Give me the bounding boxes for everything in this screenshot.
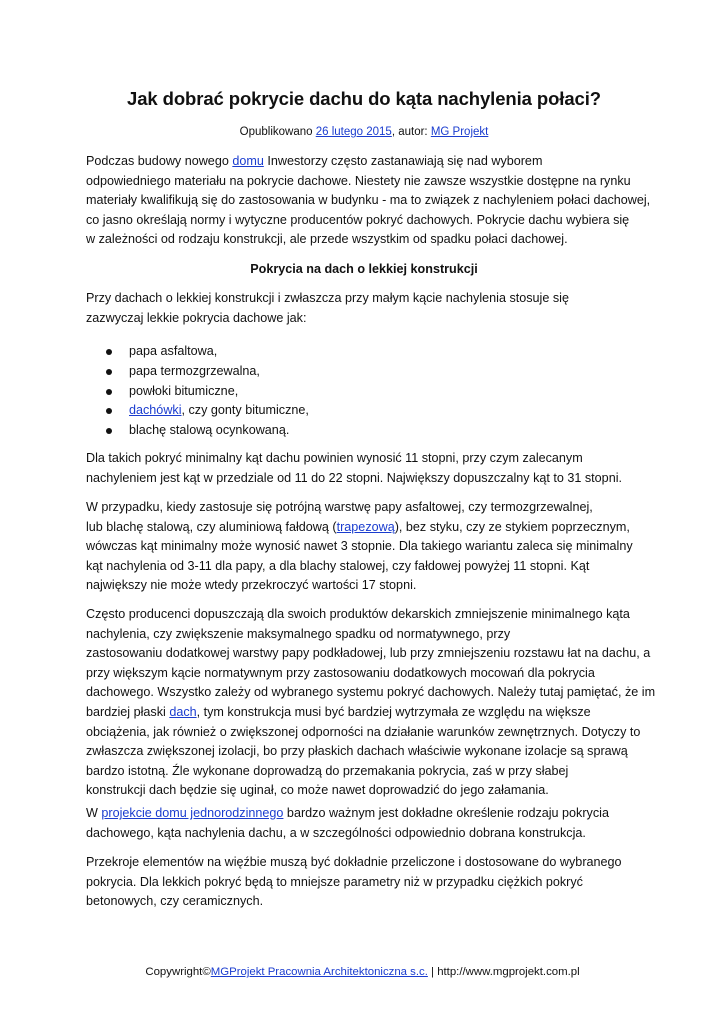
producers-line-10: konstrukcji dach będzie się uginał, co może nawet doprowadzić do jego załamania.: [86, 783, 549, 798]
list-item-text: blachę stalową ocynkowaną.: [129, 423, 290, 438]
roofing-list: [86, 342, 642, 441]
case-text-2b: ), bez styku, czy ze stykiem poprzecznym,: [394, 519, 630, 534]
sections-line-1: Przekroje elementów na więźbie muszą być dokładnie przeliczone i dostosowane do wybranego: [86, 855, 622, 869]
light-intro-line-2: zazwyczaj lekkie pokrycia dachowe jak:: [86, 310, 307, 325]
bullet-icon: [106, 349, 112, 355]
roof-tiles-link[interactable]: dachówki: [129, 403, 182, 418]
case-line-2: [86, 518, 642, 538]
angles-paragraph: [86, 449, 642, 488]
sections-line-2: pokrycia. Dla lekkich pokryć będą to mniejsze parametry niż w przypadku ciężkich pokryć: [86, 874, 583, 889]
sections-line-3: betonowych, czy ceramicznych.: [86, 894, 264, 909]
list-item: [86, 342, 642, 362]
producers-paragraph: [86, 605, 656, 801]
list-item-text: papa termozgrzewalna,: [129, 363, 260, 378]
producers-text-6b: , tym konstrukcja musi być bardziej wytrzymała ze względu na większe: [196, 704, 591, 719]
footer-separator: |: [427, 966, 438, 978]
list-item: [86, 421, 642, 441]
bullet-icon: [106, 428, 112, 434]
producers-text-6a: bardziej płaski: [86, 704, 170, 719]
project-paragraph: [86, 804, 642, 843]
home-link[interactable]: domu: [232, 154, 264, 168]
list-item: [86, 362, 642, 382]
bullet-icon: [106, 369, 112, 375]
intro-paragraph: [86, 152, 651, 250]
producers-line-3: zastosowaniu dodatkowej warstwy papy podkładowej, lub przy zmniejszeniu rozstawu łat na dachu, a: [86, 646, 651, 661]
case-line-5: największy nie może wtedy przekroczyć wartości 17 stopni.: [86, 578, 417, 593]
producers-line-9: bardzo istotną. Źle wykonane doprowadzą do przemakania pokrycia, zaś w przy słabej: [86, 763, 569, 778]
list-item-text: powłoki bitumiczne,: [129, 383, 239, 398]
case-line-1: W przypadku, kiedy zastosuje się potrójną warstwę papy asfaltowej, czy termozgrzewalnej,: [86, 500, 593, 514]
producers-line-4: przy większym kącie normatywnym przy zastosowaniu dodatkowych mocowań dla pokrycia: [86, 665, 595, 680]
list-item: [86, 401, 642, 421]
project-line-1: [86, 804, 642, 824]
byline-prefix: Opublikowano: [239, 126, 316, 138]
intro-text-1b: Inwestorzy często zastanawiają się nad wyborem: [263, 154, 543, 168]
roof-link[interactable]: dach: [169, 704, 197, 719]
project-line-2: dachowego, kąta nachylenia dachu, a w szczególności odpowiednio dobrana konstrukcja.: [86, 825, 586, 840]
byline-middle: , autor:: [391, 126, 431, 138]
list-item-text: papa asfaltowa,: [129, 344, 218, 358]
intro-line-4: co jasno określają normy i wytyczne producentów pokryć dachowych. Pokrycie dachu wybiera się: [86, 212, 630, 227]
light-roof-intro: [86, 289, 642, 328]
producers-line-2: nachylenia, czy zwiększenie maksymalnego spadku od normatywnego, przy: [86, 626, 511, 641]
trapezoid-link[interactable]: trapezową: [336, 519, 395, 534]
intro-line-5: w zależności od rodzaju konstrukcji, ale przede wszystkim od spadku połaci dachowej.: [86, 232, 568, 247]
bullet-icon: [106, 408, 112, 414]
special-case-paragraph: [86, 498, 642, 596]
list-item: [86, 382, 642, 402]
intro-text-1a: Podczas budowy nowego: [86, 154, 233, 168]
page-title: Jak dobrać pokrycie dachu do kąta nachylenia połaci?: [127, 88, 601, 109]
case-line-3: wówczas kąt minimalny może wynosić nawet 3 stopnie. Dla takiego wariantu zaleca się minimalny: [86, 539, 633, 554]
date-link[interactable]: 26 lutego 2015: [315, 126, 392, 138]
intro-line-3: materiały kwalifikują się do zastosowania w budynku - ma to związek z nachyleniem połaci dachowej,: [86, 193, 651, 208]
intro-line-2: odpowiedniego materiału na pokrycie dachowe. Niestety nie zawsze wszystkie dostępne na rynku: [86, 173, 631, 188]
producers-line-8: zwłaszcza zwiększonej izolacji, bo przy płaskich dachach właściwie wykonane izolacje są sprawą: [86, 744, 628, 759]
case-line-4: kąt nachylenia od 3-11 dla papy, a dla blachy stalowej, czy fałdowej powyżej 11 stopni. Kąt: [86, 558, 590, 573]
angles-line-1: Dla takich pokryć minimalny kąt dachu powinien wynosić 11 stopni, przy czym zalecanym: [86, 451, 583, 465]
project-text-1b: bardzo ważnym jest dokładne określenie rodzaju pokrycia: [283, 806, 609, 820]
producers-line-7: obciążenia, jak również o zwiększonej odporności na działanie warunków zewnętrznych. Dotyczy to: [86, 724, 641, 739]
light-intro-line-1: Przy dachach o lekkiej konstrukcji i zwłaszcza przy małym kącie nachylenia stosuje się: [86, 291, 569, 305]
bullet-icon: [106, 389, 112, 395]
producers-line-5: dachowego. Wszystko zależy od wybranego systemu pokryć dachowych. Należy tutaj pamiętać, że im: [86, 685, 656, 700]
project-text-1a: W: [86, 806, 102, 820]
intro-line-1: [86, 152, 642, 172]
producers-line-1: Często producenci dopuszczają dla swoich produktów dekarskich zmniejszenie minimalnego kąta: [86, 607, 630, 621]
angles-line-2: nachyleniem jest kąt w przedziale od 11 do 22 stopni. Największy dopuszczalny kąt to 31 stopni.: [86, 470, 622, 485]
sections-paragraph: [86, 853, 642, 912]
house-project-link[interactable]: projekcie domu jednorodzinnego: [101, 806, 284, 820]
list-item-text: , czy gonty bitumiczne,: [181, 403, 309, 418]
author-link[interactable]: MG Projekt: [430, 126, 489, 138]
case-text-2a: lub blachę stalową, czy aluminiową fałdową (: [86, 519, 337, 534]
copyright-text: Copywright©: [145, 966, 211, 978]
producers-line-6: [86, 703, 642, 723]
page-footer: [0, 964, 725, 980]
section-heading: Pokrycia na dach o lekkiej konstrukcji: [250, 262, 478, 276]
byline: [86, 124, 642, 140]
footer-url: http://www.mgprojekt.com.pl: [437, 966, 580, 978]
company-link[interactable]: MGProjekt Pracownia Architektoniczna s.c.: [210, 966, 428, 978]
